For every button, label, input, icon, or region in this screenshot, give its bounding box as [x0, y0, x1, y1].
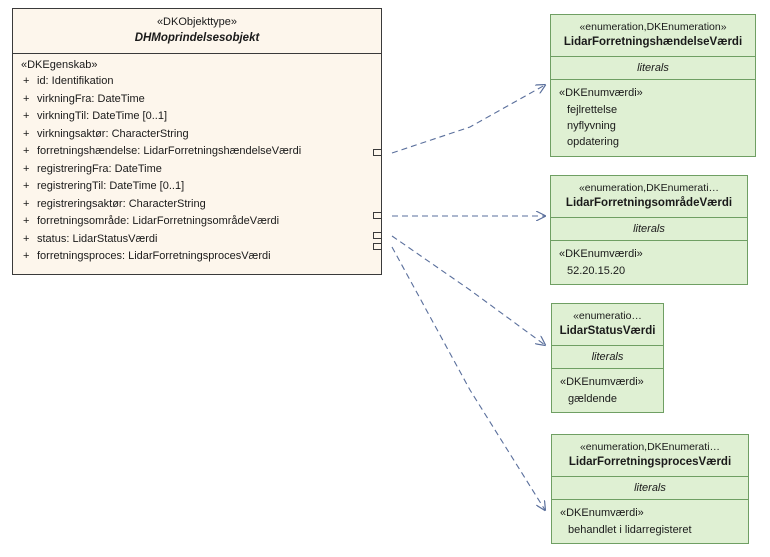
- attribute-visibility: +: [23, 180, 30, 192]
- connector-status: [392, 236, 545, 345]
- enum-literals-label: literals: [552, 346, 663, 369]
- attribute-label: virkningFra: DateTime: [37, 92, 145, 105]
- enum-literal-list: [552, 500, 748, 546]
- attribute-row[interactable]: [13, 178, 381, 196]
- enum-literal-stereotype: «DKEnumværdi»: [559, 248, 643, 260]
- attribute-row[interactable]: [13, 73, 381, 91]
- attribute-label: forretningsproces: LidarForretningsprocesVærdi: [37, 250, 271, 262]
- attribute-label: forretningshændelse: LidarForretningshændelseVærdi: [37, 145, 302, 157]
- enum-lidarforretningshaendelsevaerdi[interactable]: [550, 14, 756, 157]
- enum-literal-list: [552, 369, 663, 415]
- enum-header: [552, 435, 748, 477]
- attribute-label: status: LidarStatusVærdi: [37, 232, 158, 245]
- attribute-visibility: +: [23, 127, 30, 140]
- attribute-visibility: +: [23, 232, 30, 245]
- connector-port-forretningsomraade[interactable]: [373, 212, 382, 219]
- enum-literal-stereotype: «DKEnumværdi»: [560, 376, 644, 388]
- enum-stereotype: «enumeratio…: [573, 310, 642, 322]
- enum-literal-stereotype: «DKEnumværdi»: [559, 87, 643, 99]
- connector-forretningshaendelse: [392, 85, 545, 153]
- attribute-row[interactable]: [13, 143, 381, 161]
- enum-name: LidarForretningshændelseVærdi: [563, 36, 743, 48]
- attribute-row[interactable]: [13, 91, 381, 109]
- attribute-visibility: +: [23, 92, 30, 105]
- attribute-row[interactable]: [13, 248, 381, 266]
- enum-stereotype: «enumeration,DKEnumerati…: [579, 441, 721, 453]
- enum-literal-value[interactable]: opdatering: [567, 136, 619, 148]
- attribute-visibility: +: [23, 110, 30, 122]
- attribute-row[interactable]: [13, 231, 381, 249]
- attribute-label: id: Identifikation: [37, 75, 114, 87]
- enum-header: [551, 15, 755, 57]
- attribute-row[interactable]: [13, 196, 381, 214]
- enum-literal-stereotype: «DKEnumværdi»: [560, 507, 644, 519]
- enum-literals-label: literals: [551, 218, 747, 241]
- attribute-row[interactable]: [13, 108, 381, 126]
- attribute-label: registreringFra: DateTime: [37, 162, 162, 175]
- attribute-visibility: +: [23, 215, 30, 227]
- class-header: [13, 9, 381, 54]
- connector-port-forretningsproces[interactable]: [373, 243, 382, 250]
- enum-literals-label: literals: [552, 477, 748, 500]
- attribute-row[interactable]: [13, 161, 381, 179]
- enum-lidarforretningsomraadevaerdi[interactable]: [550, 175, 748, 285]
- enum-literal-value[interactable]: gældende: [568, 393, 617, 405]
- attribute-label: forretningsområde: LidarForretningsområdeVærdi: [37, 215, 280, 227]
- enum-literal-list: [551, 80, 755, 158]
- connector-port-status[interactable]: [373, 232, 382, 239]
- attribute-visibility: +: [23, 75, 30, 87]
- class-name: DHMoprindelsesobjekt: [134, 32, 260, 44]
- enum-literal-value[interactable]: nyflyvning: [567, 120, 616, 132]
- class-attribute-list: [13, 73, 381, 274]
- enum-stereotype: «enumeration,DKEnumerati…: [578, 182, 720, 194]
- attribute-row[interactable]: [13, 213, 381, 231]
- attribute-visibility: +: [23, 250, 30, 262]
- enum-literal-value[interactable]: 52.20.15.20: [567, 265, 626, 277]
- connector-forretningsproces: [392, 247, 545, 510]
- class-dhmoprindelsesobjekt[interactable]: [12, 8, 382, 275]
- enum-name: LidarForretningsområdeVærdi: [565, 197, 733, 209]
- enum-header: [552, 304, 663, 346]
- enum-stereotype: «enumeration,DKEnumeration»: [579, 21, 727, 33]
- attribute-label: registreringTil: DateTime [0..1]: [37, 180, 185, 192]
- attribute-visibility: +: [23, 162, 30, 175]
- enum-literal-list: [551, 241, 747, 287]
- attribute-label: virkningsaktør: CharacterString: [37, 127, 189, 140]
- class-stereotype: «DKObjekttype»: [156, 16, 238, 28]
- enum-lidarforretningsprocesvaerdi[interactable]: [551, 434, 749, 544]
- enum-header: [551, 176, 747, 218]
- attribute-visibility: +: [23, 197, 30, 210]
- enum-lidarstatusvaerdi[interactable]: [551, 303, 664, 413]
- attribute-label: virkningTil: DateTime [0..1]: [37, 110, 168, 122]
- attribute-label: registreringsaktør: CharacterString: [37, 197, 206, 210]
- enum-name: LidarForretningsprocesVærdi: [568, 456, 732, 468]
- enum-literals-label: literals: [551, 57, 755, 80]
- attribute-row[interactable]: [13, 126, 381, 144]
- connector-port-forretningshaendelse[interactable]: [373, 149, 382, 156]
- class-attributes-section-label: «DKEgenskab»: [21, 59, 98, 71]
- enum-literal-value[interactable]: behandlet i lidarregisteret: [568, 524, 692, 536]
- enum-literal-value[interactable]: fejlrettelse: [567, 104, 618, 116]
- attribute-visibility: +: [23, 145, 30, 157]
- enum-name: LidarStatusVærdi: [559, 325, 656, 337]
